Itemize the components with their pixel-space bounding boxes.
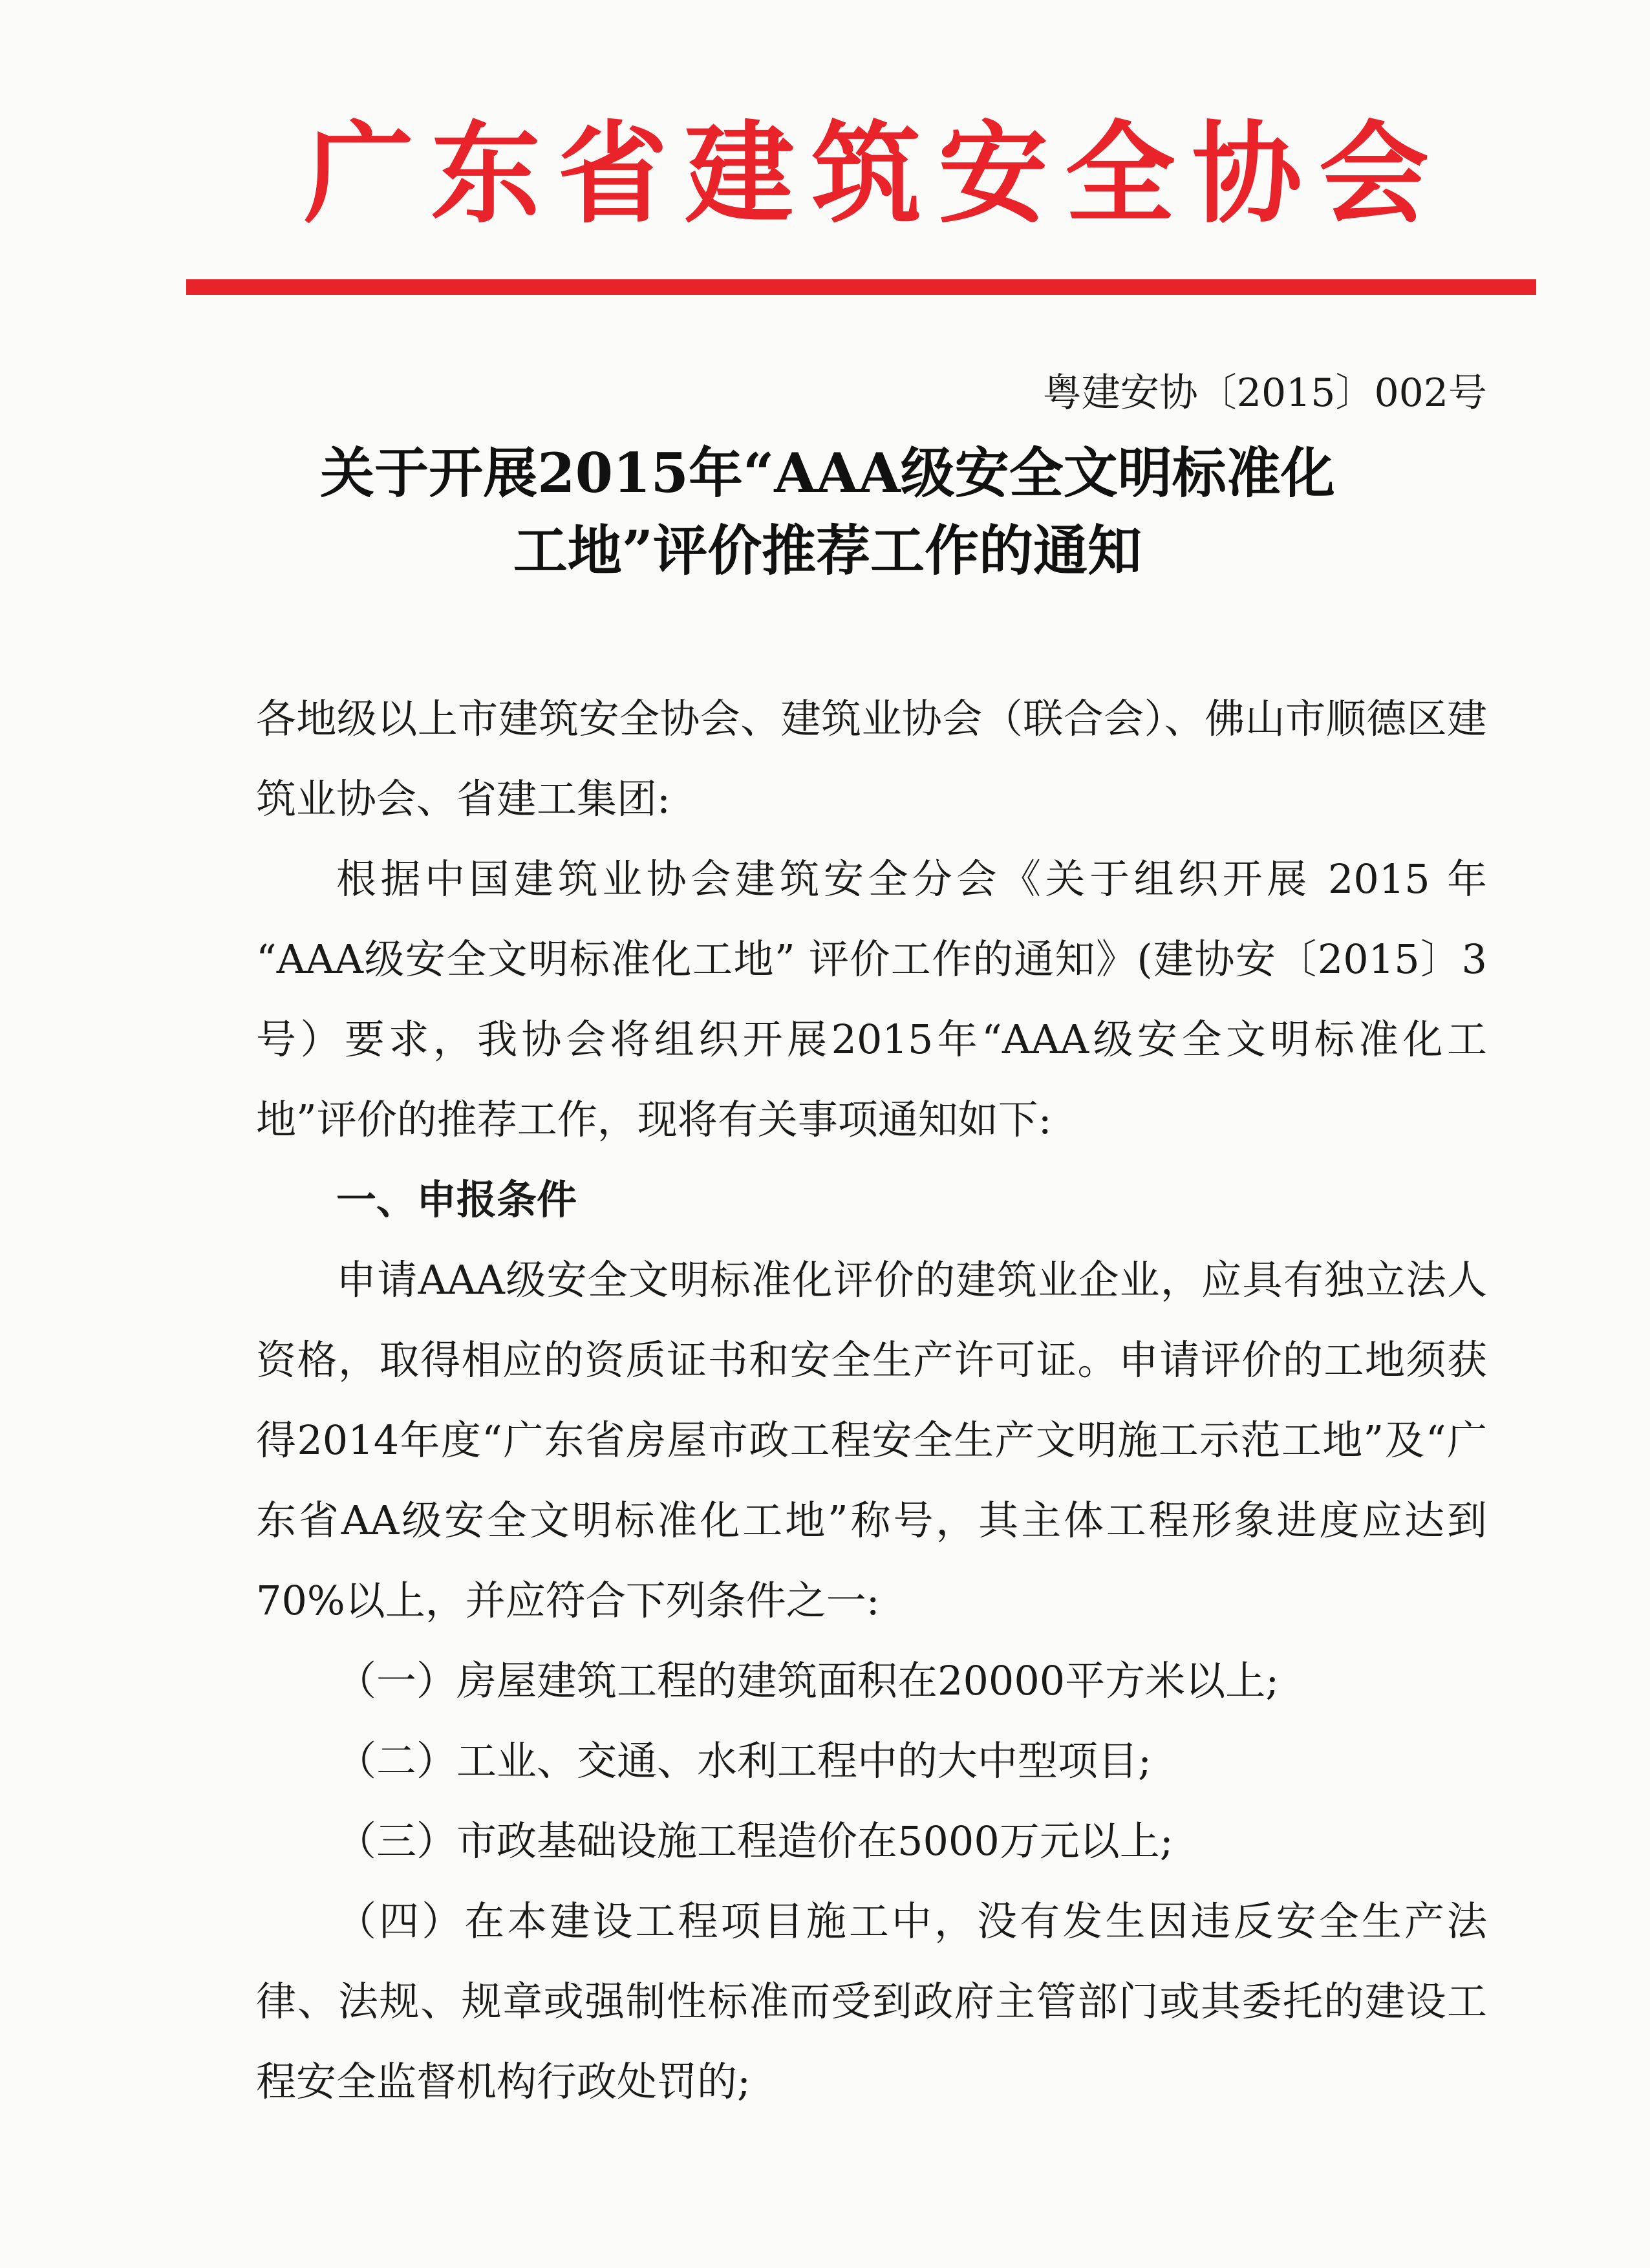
document-body	[256, 679, 1487, 2122]
letterhead-divider	[186, 279, 1536, 295]
condition-item-2: （二）工业、交通、水利工程中的大中型项目;	[336, 1737, 1152, 1784]
title-line-2: 工地”评价推荐工作的通知	[513, 519, 1142, 583]
section-heading: 一、申报条件	[336, 1176, 577, 1223]
letterhead-char: 会	[1318, 111, 1429, 239]
condition-item-1: （一）房屋建筑工程的建筑面积在20000平方米以上;	[336, 1657, 1280, 1704]
condition-item-4: （四）在本建设工程项目施工中，没有发生因违反安全生产法律、法规、规章或强制性标准而受到政府主管部门或其委托的建设工程安全监督机构行政处罚的;	[256, 1898, 1487, 2105]
letterhead-char: 协	[1192, 111, 1302, 239]
letterhead-char: 全	[1065, 111, 1175, 239]
intro-paragraph: 根据中国建筑业协会建筑安全分会《关于组织开展 2015 年 “AAA级安全文明标准化工地” 评价工作的通知》(建协安〔2015〕3号）要求，我协会将组织开展2015年“AAA级安全文明标准化工地”评价的推荐工作，现将有关事项通知如下:	[256, 855, 1487, 1143]
letterhead-char: 筑	[811, 111, 921, 239]
organization-letterhead	[304, 110, 1429, 239]
salutation: 各地级以上市建筑安全协会、建筑业协会（联合会）、佛山市顺德区建筑业协会、省建工集团:	[256, 695, 1487, 822]
title-line-1: 关于开展2015年“AAA级安全文明标准化	[320, 441, 1335, 505]
letterhead-char: 安	[938, 111, 1049, 239]
letterhead-char: 省	[557, 111, 668, 239]
section-paragraph: 申请AAA级安全文明标准化评价的建筑业企业，应具有独立法人资格，取得相应的资质证书和安全生产许可证。申请评价的工地须获得2014年度“广东省房屋市政工程安全生产文明施工示范工地”及“广东省AA级安全文明标准化工地”称号，其主体工程形象进度应达到70%以上，并应符合下列条件之一:	[256, 1256, 1487, 1624]
letterhead-char: 东	[431, 111, 541, 239]
letterhead-char: 建	[684, 111, 795, 239]
condition-item-3: （三）市政基础设施工程造价在5000万元以上;	[336, 1817, 1173, 1865]
document-number: 粤建安协〔2015〕002号	[1042, 370, 1487, 416]
document-title	[194, 434, 1461, 590]
letterhead-char: 广	[304, 111, 414, 239]
